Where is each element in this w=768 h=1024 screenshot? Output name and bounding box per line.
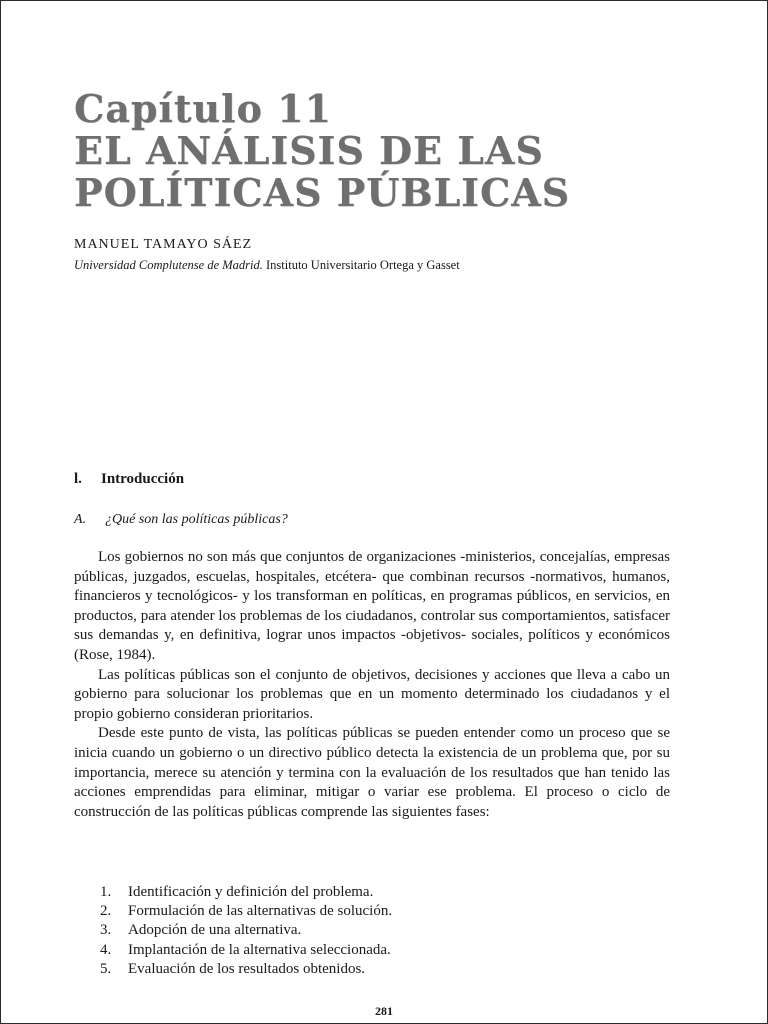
list-item [100,902,392,921]
subsection-heading [74,512,288,528]
body-text [74,548,670,822]
list-item [100,883,392,902]
list-item [100,941,392,960]
section-heading [74,471,184,488]
list-item-number: 1. [100,884,112,900]
university-name: Universidad Complutense de Madrid. [74,258,263,272]
page-number: 281 [375,1004,393,1018]
list-item-number: 3. [100,922,112,939]
chapter-heading [74,88,570,214]
list-item-number: 5. [100,960,112,977]
paragraph: Las políticas públicas son el conjunto de objetivos, decisiones y acciones que lleva a cabo un gobierno para solucionar los problemas que en un momento determinado los ciudadanos y el propio gobierno consideran prioritarios. [74,666,670,722]
subsection-number: A. [74,512,87,527]
list-item-text: Adopción de una alternativa. [128,922,302,939]
list-item-text: Evaluación de los resultados obtenidos. [128,960,366,977]
list-item-text: Identificación y definición del problema. [128,884,374,900]
phases-list [100,883,392,979]
list-item-number: 4. [100,941,112,958]
list-item [100,960,392,979]
section-title: Introducción [101,471,185,487]
author-name: MANUEL TAMAYO SÁEZ [74,237,253,252]
chapter-title-line-1: EL ANÁLISIS DE LAS [74,128,544,173]
paragraph: Los gobiernos no son más que conjuntos de organizaciones -ministerios, concejalías, empresas públicas, juzgados, escuelas, hospitales, etcétera- que combinan recursos -normativos, humanos, financieros y tecnológicos- y los transforman en políticas, en programas públicos, en servicios, en productos, para atender los problemas de los ciudadanos, controlar sus comportamientos, satisfacer sus demandas y, en definitiva, lograr unos impactos -objetivos- sociales, políticos y económicos (Rose, 1984). [74,549,670,663]
paragraph: Desde este punto de vista, las políticas públicas se pueden entender como un proceso que se inicia cuando un gobierno o un directivo público detecta la existencia de un problema que, por su importancia, merece su atención y termina con la evaluación de los resultados que han tenido las acciones emprendidas para eliminar, mitigar o variar ese problema. El proceso o ciclo de construcción de las políticas públicas comprende las siguientes fases: [74,725,670,820]
subsection-title: ¿Qué son las políticas públicas? [105,512,288,527]
chapter-title-line-2: POLÍTICAS PÚBLICAS [74,170,571,215]
institute-name: Instituto Universitario Ortega y Gasset [266,258,460,272]
list-item [100,921,392,940]
section-number: l. [74,471,82,487]
author-affiliation [74,258,460,273]
list-item-text: Implantación de la alternativa seleccionada. [128,941,391,958]
chapter-number: Capítulo 11 [74,86,332,131]
list-item-text: Formulación de las alternativas de solución. [128,903,393,920]
list-item-number: 2. [100,903,112,920]
